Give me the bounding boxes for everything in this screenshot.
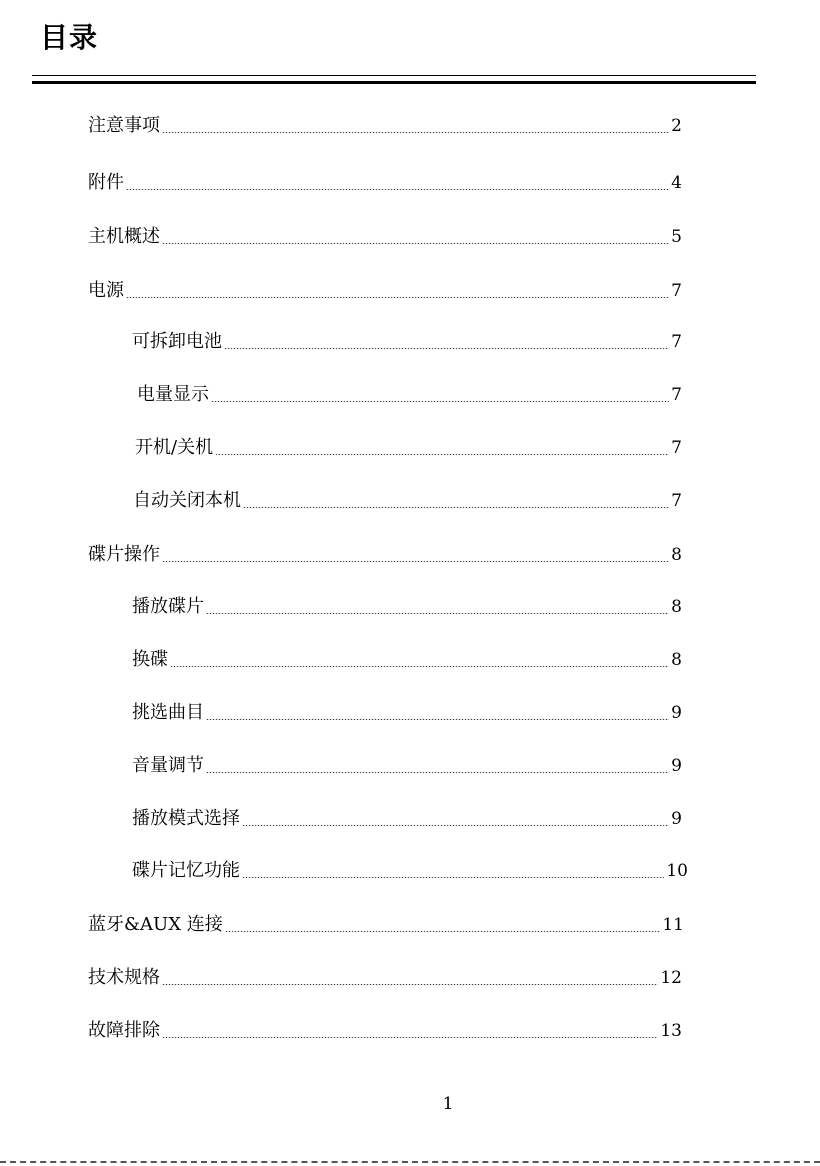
dot-leader <box>126 297 669 298</box>
toc-entry-page: 8 <box>671 650 682 670</box>
dot-leader <box>225 931 661 932</box>
toc-entry-page: 8 <box>671 597 682 617</box>
toc-entry-page: 7 <box>671 332 682 352</box>
toc-entry-title: 播放碟片 <box>132 596 204 617</box>
dot-leader <box>242 877 664 878</box>
toc-entry-specifications[interactable] <box>88 964 682 992</box>
toc-entry-play-disc[interactable] <box>132 593 682 621</box>
dot-leader <box>211 401 669 402</box>
toc-entry-title: 开机/关机 <box>135 437 214 458</box>
toc-entry-power[interactable] <box>88 277 682 305</box>
dot-leader <box>162 984 658 985</box>
toc-entry-title: 碟片操作 <box>88 544 160 565</box>
toc-entry-page: 11 <box>662 915 684 935</box>
toc-entry-page: 7 <box>671 491 682 511</box>
toc-entry-page: 7 <box>671 385 682 405</box>
page-title: 目录 <box>40 21 99 54</box>
toc-entry-bluetooth-aux[interactable] <box>88 911 684 939</box>
toc-entry-change-disc[interactable] <box>132 646 682 674</box>
toc-entry-title: 电源 <box>88 280 124 301</box>
dot-leader <box>242 825 669 826</box>
toc-entry-title: 音量调节 <box>132 755 204 776</box>
dot-leader <box>215 454 669 455</box>
dot-leader <box>224 348 669 349</box>
toc-entry-select-track[interactable] <box>132 699 682 727</box>
toc-entry-accessories[interactable] <box>88 169 682 197</box>
toc-entry-page: 9 <box>671 809 682 829</box>
toc-entry-troubleshooting[interactable] <box>88 1017 682 1045</box>
toc-entry-title: 电量显示 <box>137 384 209 405</box>
toc-entry-auto-power-off[interactable] <box>133 487 682 515</box>
toc-entry-page: 9 <box>671 703 682 723</box>
toc-entry-title: 故障排除 <box>88 1020 160 1041</box>
dot-leader <box>162 132 669 133</box>
toc-entry-unit-overview[interactable] <box>88 223 682 251</box>
toc-entry-title: 自动关闭本机 <box>133 490 241 511</box>
toc-entry-title: 挑选曲目 <box>132 702 204 723</box>
toc-entry-page: 4 <box>671 173 682 193</box>
page-bottom-edge <box>0 1161 820 1163</box>
toc-entry-volume-adjust[interactable] <box>132 752 682 780</box>
toc-entry-disc-memory[interactable] <box>132 857 688 885</box>
dot-leader <box>206 719 669 720</box>
toc-entry-removable-battery[interactable] <box>132 328 682 356</box>
toc-entry-page: 9 <box>671 756 682 776</box>
dot-leader <box>206 613 669 614</box>
toc-entry-page: 2 <box>671 116 682 136</box>
toc-entry-title: 换碟 <box>132 649 168 670</box>
toc-entry-page: 5 <box>671 227 682 247</box>
toc-entry-play-mode[interactable] <box>132 805 682 833</box>
toc-entry-title: 注意事项 <box>88 115 160 136</box>
toc-entry-page: 12 <box>660 968 682 988</box>
toc-entry-power-on-off[interactable] <box>135 434 682 462</box>
dot-leader <box>162 243 669 244</box>
toc-entry-title: 技术规格 <box>88 967 160 988</box>
dot-leader <box>206 772 669 773</box>
dot-leader <box>243 507 669 508</box>
toc-entry-title: 蓝牙&AUX 连接 <box>88 914 223 935</box>
toc-entry-page: 7 <box>671 281 682 301</box>
toc-entry-disc-operation[interactable] <box>88 541 682 569</box>
toc-entry-title: 主机概述 <box>88 226 160 247</box>
toc-entry-page: 13 <box>660 1021 682 1041</box>
dot-leader <box>170 666 669 667</box>
toc-entry-title: 播放模式选择 <box>132 808 240 829</box>
page-number: 1 <box>442 1094 454 1114</box>
toc-entry-page: 8 <box>671 545 682 565</box>
toc-entry-battery-display[interactable] <box>137 381 682 409</box>
toc-entry-precautions[interactable] <box>88 112 682 140</box>
dot-leader <box>162 1037 658 1038</box>
toc-entry-title: 附件 <box>88 172 124 193</box>
dot-leader <box>126 189 669 190</box>
toc-entry-title: 碟片记忆功能 <box>132 860 240 881</box>
toc-entry-page: 10 <box>666 861 688 881</box>
toc-entry-page: 7 <box>671 438 682 458</box>
toc-entry-title: 可拆卸电池 <box>132 331 222 352</box>
dot-leader <box>162 561 669 562</box>
